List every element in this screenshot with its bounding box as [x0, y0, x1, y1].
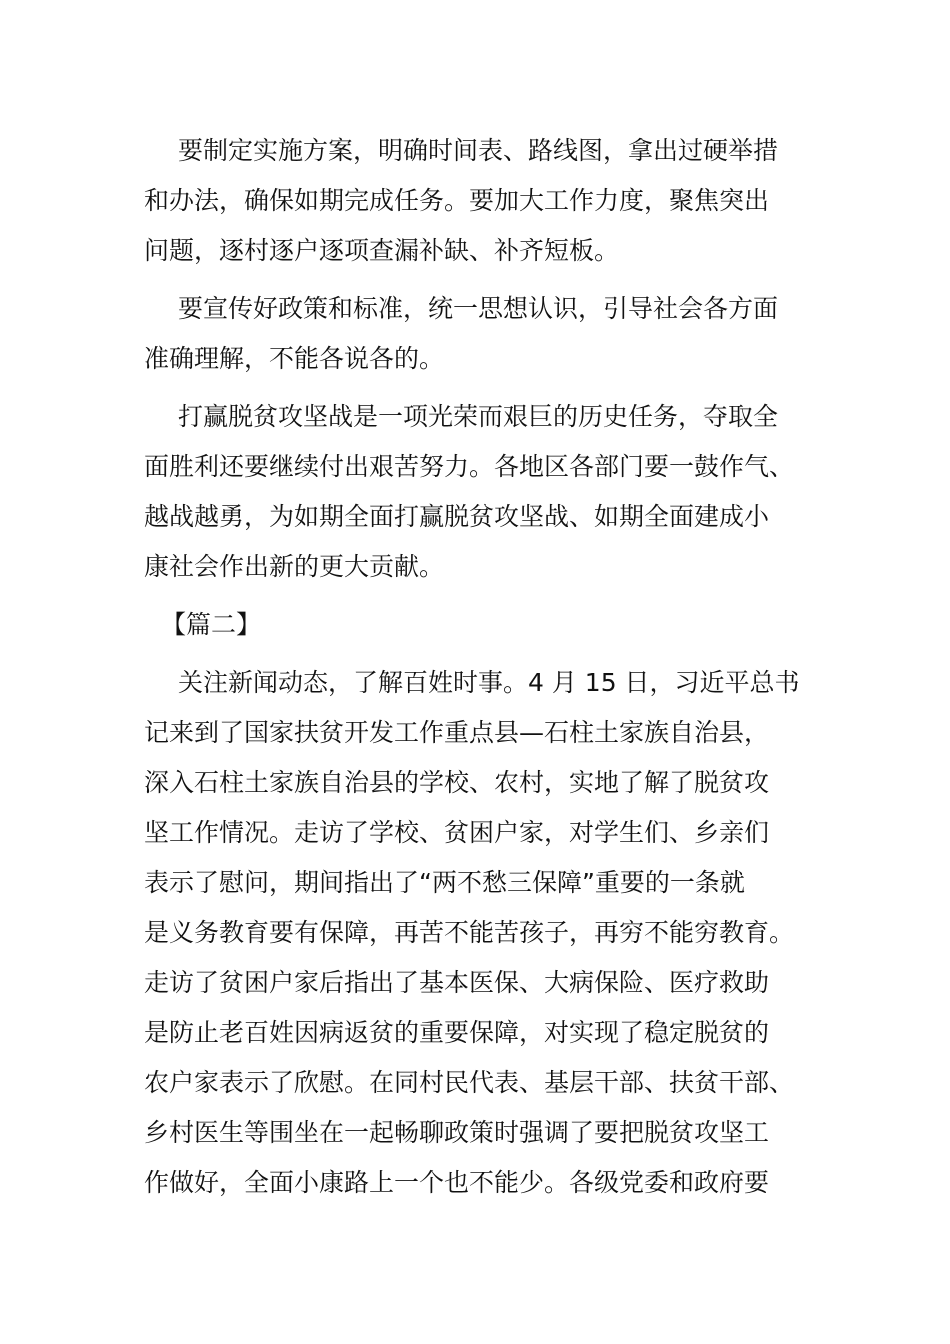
text-line: 是义务教育要有保障，再苦不能苦孩子，再穷不能穷教育。	[144, 918, 795, 947]
document-body	[144, 126, 808, 1216]
paragraph	[144, 392, 808, 592]
text-line: 康社会作出新的更大贡献。	[144, 552, 445, 581]
text-line: 记来到了国家扶贫开发工作重点县—石柱土家族自治县，	[144, 718, 770, 747]
paragraph	[144, 658, 808, 1208]
text-line: 和办法，确保如期完成任务。要加大工作力度，聚焦突出	[144, 186, 770, 215]
text-line: 走访了贫困户家后指出了基本医保、大病保险、医疗救助	[144, 968, 770, 997]
text-line: 深入石柱土家族自治县的学校、农村，实地了解了脱贫攻	[144, 768, 770, 797]
text-line: 关注新闻动态，了解百姓时事。4 月 15 日，习近平总书	[178, 668, 800, 697]
paragraph	[144, 284, 808, 384]
text-line: 是防止老百姓因病返贫的重要保障，对实现了稳定脱贫的	[144, 1018, 770, 1047]
section-heading	[144, 600, 808, 650]
text-line: 越战越勇，为如期全面打赢脱贫攻坚战、如期全面建成小	[144, 502, 770, 531]
paragraph	[144, 126, 808, 276]
section-heading-text: 【篇二】	[161, 610, 262, 639]
text-line: 要制定实施方案，明确时间表、路线图，拿出过硬举措	[178, 136, 779, 165]
text-line: 打赢脱贫攻坚战是一项光荣而艰巨的历史任务，夺取全	[178, 402, 779, 431]
text-line: 农户家表示了欣慰。在同村民代表、基层干部、扶贫干部、	[144, 1068, 795, 1097]
text-line: 准确理解，不能各说各的。	[144, 344, 445, 373]
text-line: 问题，逐村逐户逐项查漏补缺、补齐短板。	[144, 236, 620, 265]
text-line: 表示了慰问，期间指出了“两不愁三保障”重要的一条就	[144, 868, 745, 897]
text-line: 面胜利还要继续付出艰苦努力。各地区各部门要一鼓作气、	[144, 452, 795, 481]
text-line: 要宣传好政策和标准，统一思想认识，引导社会各方面	[178, 294, 779, 323]
text-line: 坚工作情况。走访了学校、贫困户家，对学生们、乡亲们	[144, 818, 770, 847]
text-line: 作做好，全面小康路上一个也不能少。各级党委和政府要	[144, 1168, 770, 1197]
text-line: 乡村医生等围坐在一起畅聊政策时强调了要把脱贫攻坚工	[144, 1118, 770, 1147]
